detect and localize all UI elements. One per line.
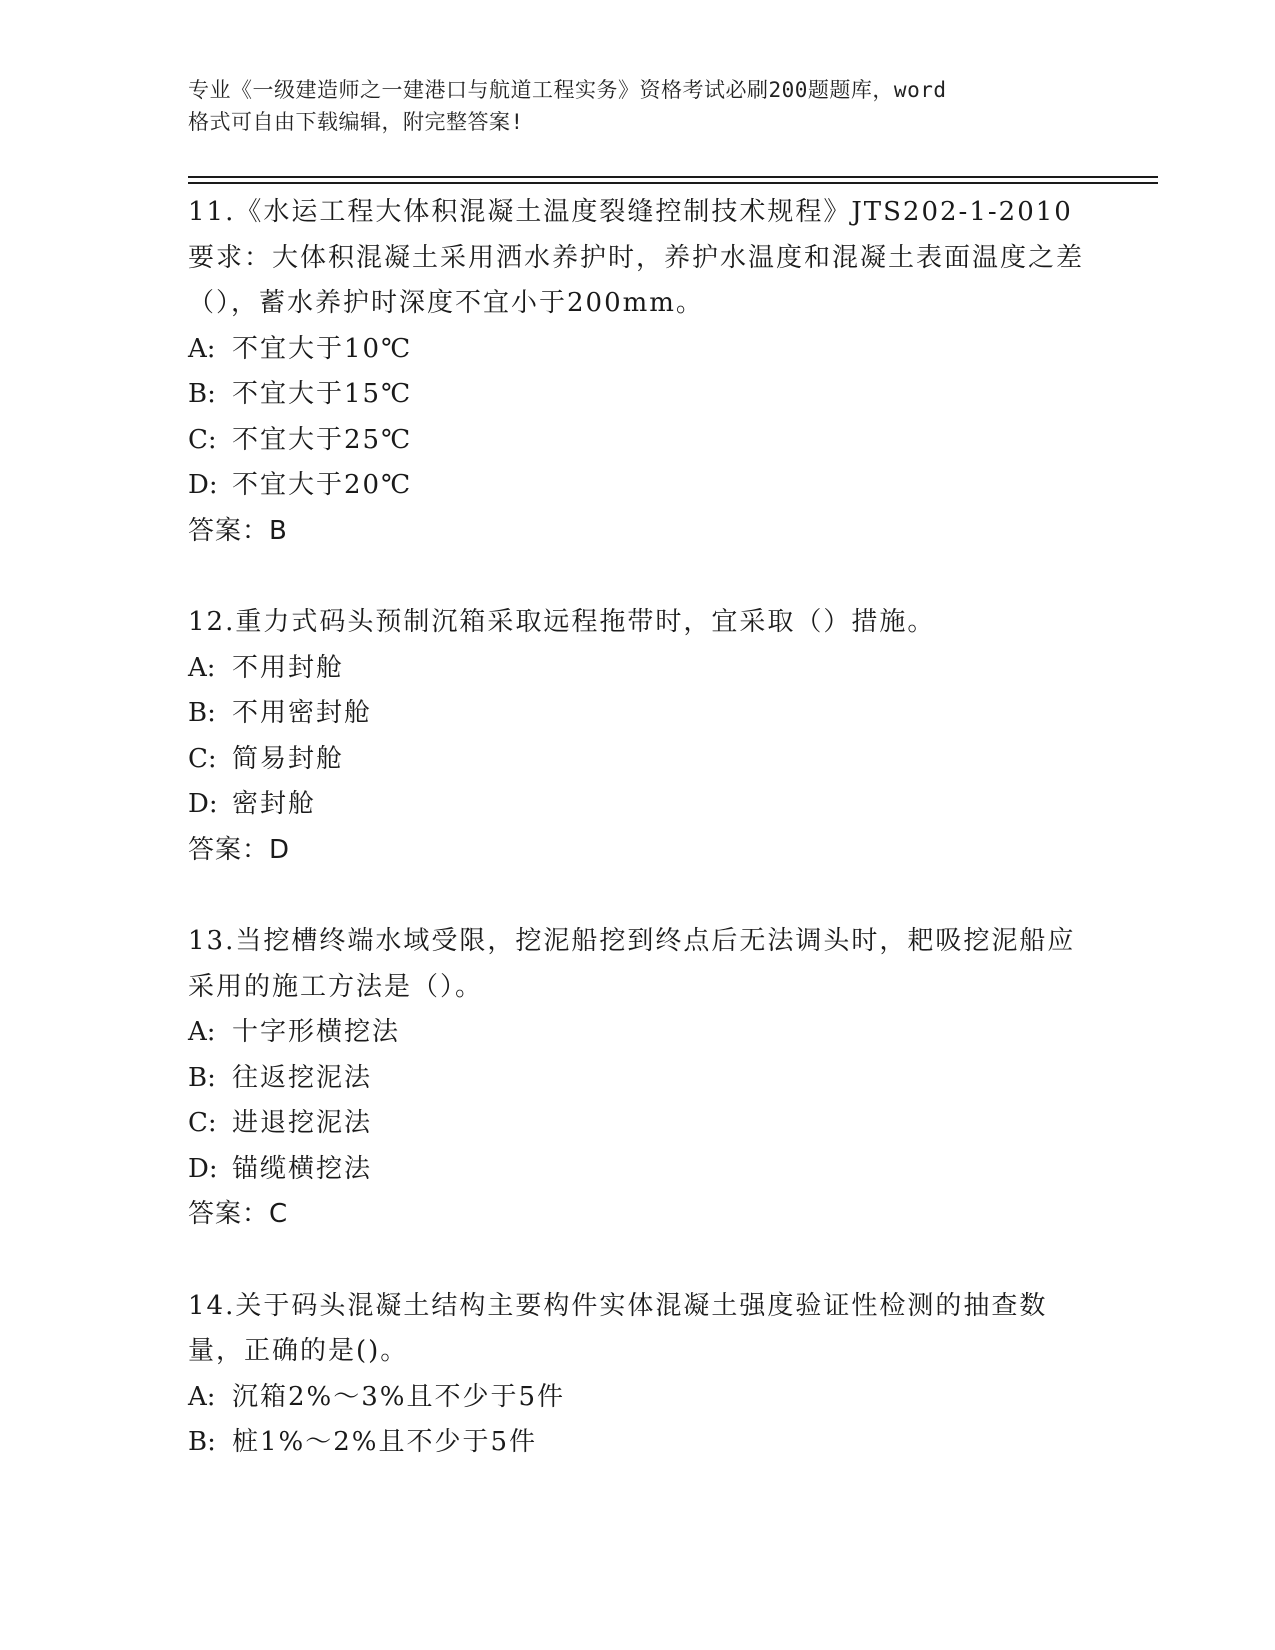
option-b: [188, 1420, 1088, 1466]
option-text: 不宜大于20℃: [232, 470, 413, 500]
answer: 答案：B: [188, 515, 288, 546]
option-text: 桩1%～2%且不少于5件: [232, 1427, 538, 1457]
option-label: D:: [188, 789, 218, 819]
option-label: B:: [188, 1062, 216, 1093]
option-label: C:: [188, 743, 217, 774]
question-13: [188, 919, 1088, 1238]
option-label: A:: [188, 1381, 216, 1412]
option-b: [188, 1056, 1088, 1102]
option-a: [188, 646, 1088, 692]
option-c: [188, 1101, 1088, 1147]
option-label: B:: [188, 698, 216, 728]
option-a: [188, 1375, 1088, 1421]
option-text: 密封舱: [232, 789, 317, 819]
option-b: [188, 691, 1088, 737]
option-b: [188, 372, 1088, 418]
option-label: C:: [188, 1108, 217, 1138]
document-header: [188, 74, 1088, 138]
option-label: A:: [188, 333, 216, 364]
question-stem: 14.关于码头混凝土结构主要构件实体混凝土强度验证性检测的抽查数量，正确的是()。: [188, 1290, 1048, 1366]
option-text: 不宜大于15℃: [232, 379, 413, 409]
question-14: [188, 1284, 1088, 1466]
option-label: D:: [188, 470, 218, 500]
option-text: 不用封舱: [232, 652, 345, 683]
question-stem: 13.当挖槽终端水域受限，挖泥船挖到终点后无法调头时，耙吸挖泥船应采用的施工方法是（）。: [188, 926, 1076, 1002]
option-text: 不宜大于25℃: [232, 424, 413, 455]
option-a: [188, 1010, 1088, 1056]
option-a: [188, 327, 1088, 373]
option-label: A:: [188, 652, 216, 683]
option-text: 往返挖泥法: [232, 1062, 373, 1093]
answer: 答案：D: [188, 834, 291, 865]
header-divider-bottom: [188, 182, 1158, 184]
question-12: [188, 600, 1088, 873]
question-11: [188, 190, 1088, 554]
option-text: 进退挖泥法: [232, 1108, 373, 1138]
header-line-1: 专业《一级建造师之一建港口与航道工程实务》资格考试必刷200题题库，word: [188, 78, 947, 102]
option-d: [188, 463, 1088, 509]
question-stem: 12.重力式码头预制沉箱采取远程拖带时，宜采取（）措施。: [188, 607, 936, 637]
header-line-2: 格式可自由下载编辑，附完整答案!: [188, 110, 524, 134]
option-c: [188, 418, 1088, 464]
option-text: 简易封舱: [232, 743, 345, 774]
option-d: [188, 782, 1088, 828]
option-text: 沉箱2%～3%且不少于5件: [232, 1381, 566, 1412]
option-label: D:: [188, 1153, 218, 1184]
question-list: [188, 190, 1088, 1512]
header-divider-top: [188, 176, 1158, 178]
option-label: A:: [188, 1017, 216, 1047]
option-text: 不宜大于10℃: [232, 333, 413, 364]
answer: 答案：C: [188, 1199, 289, 1229]
option-text: 锚缆横挖法: [232, 1153, 373, 1184]
question-stem: 11.《水运工程大体积混凝土温度裂缝控制技术规程》JTS202-1-2010要求：大体积混凝土采用洒水养护时，养护水温度和混凝土表面温度之差（），蓄水养护时深度不宜小于200mm。: [188, 197, 1085, 318]
option-text: 十字形横挖法: [232, 1017, 401, 1047]
option-label: B:: [188, 1427, 216, 1457]
option-label: C:: [188, 424, 217, 455]
option-d: [188, 1147, 1088, 1193]
option-label: B:: [188, 379, 216, 409]
option-text: 不用密封舱: [232, 698, 373, 728]
option-c: [188, 737, 1088, 783]
